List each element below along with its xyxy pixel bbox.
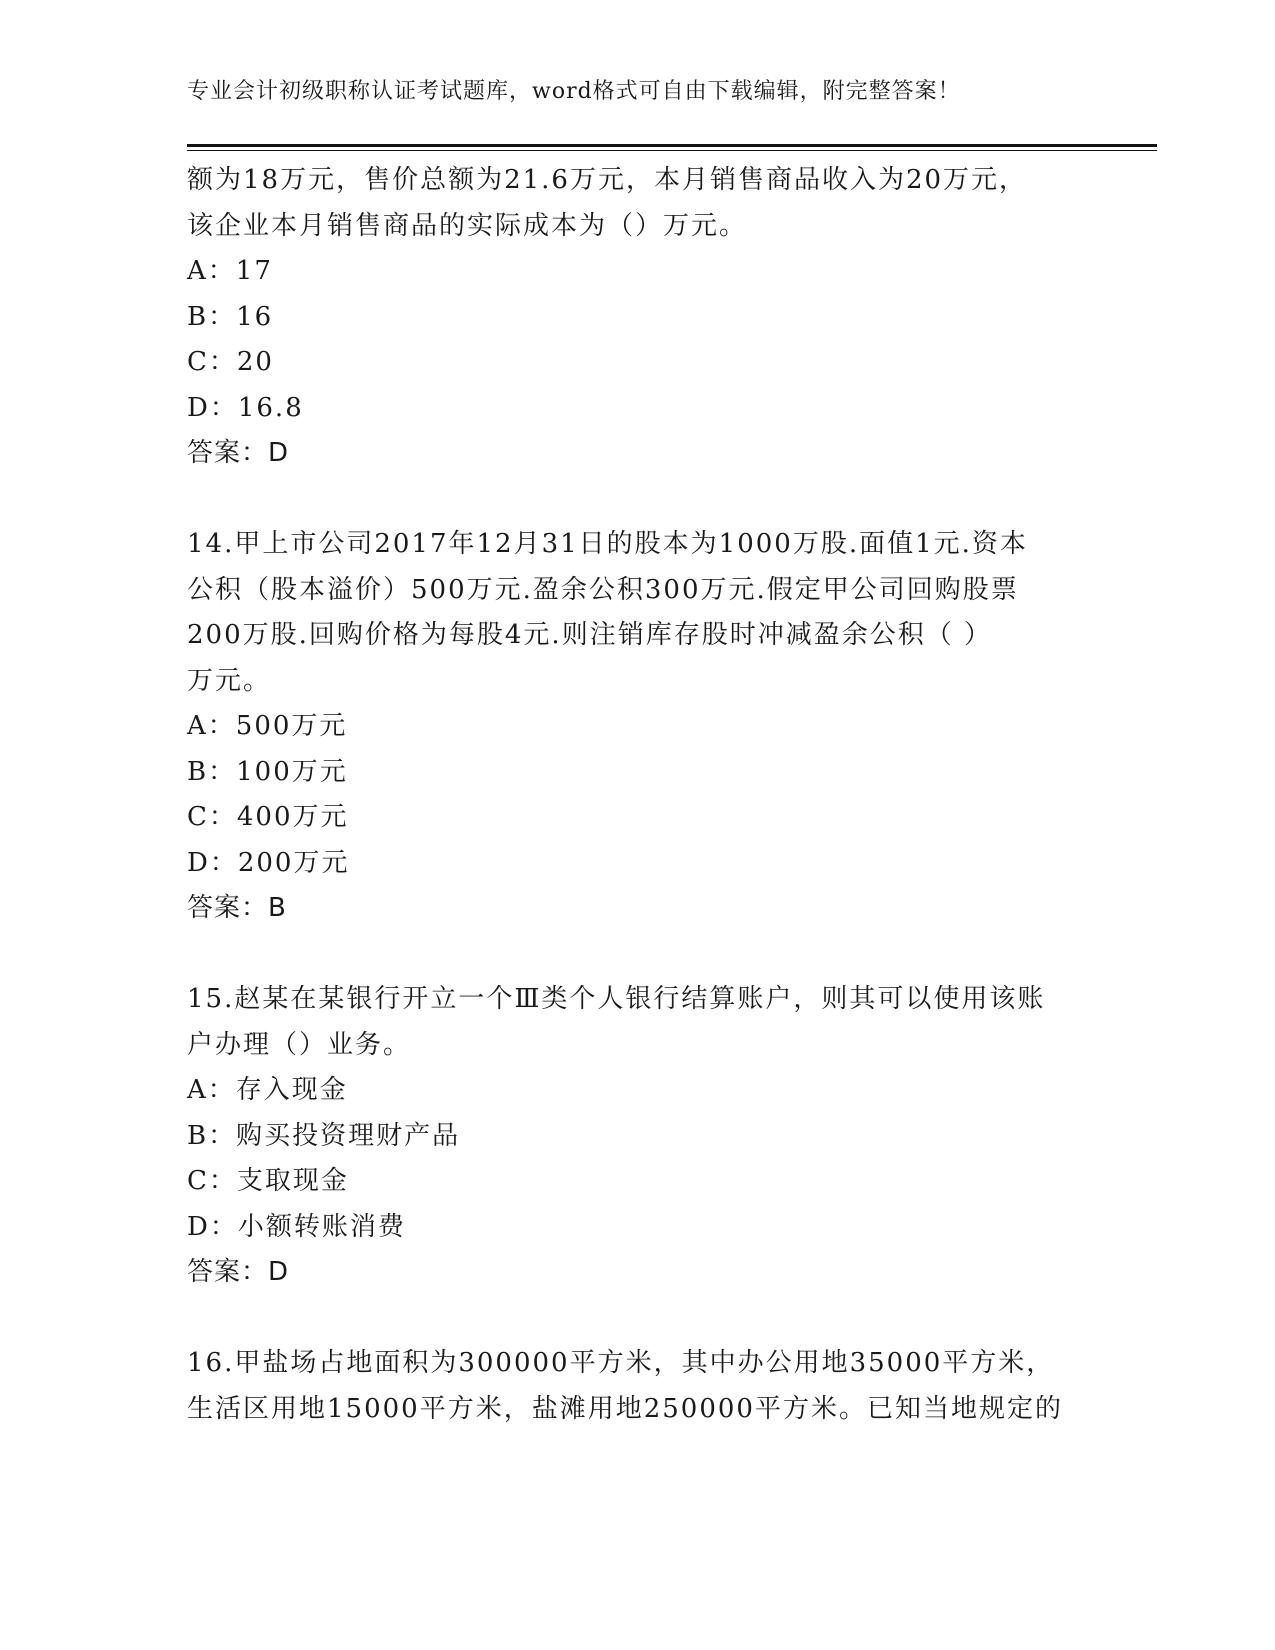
question-text-line: 15.赵某在某银行开立一个Ⅲ类个人银行结算账户，则其可以使用该账 — [187, 984, 1046, 1014]
question-15 — [187, 977, 1087, 1296]
option-c: C：支取现金 — [187, 1166, 349, 1196]
header-rule-thick — [187, 144, 1157, 147]
question-text-line: 额为18万元，售价总额为21.6万元，本月销售商品收入为20万元， — [187, 165, 1028, 195]
header-rule-thin — [187, 150, 1157, 151]
spacer — [187, 477, 1087, 523]
question-text-line: 生活区用地15000平方米，盐滩用地250000平方米。已知当地规定的 — [187, 1393, 1063, 1424]
question-text-line: 万元。 — [187, 665, 272, 696]
question-text-line: 14.甲上市公司2017年12月31日的股本为1000万股.面值1元.资本 — [187, 529, 1028, 559]
question-text-line: 16.甲盐场占地面积为300000平方米，其中办公用地35000平方米， — [187, 1348, 1055, 1378]
questions-content — [187, 158, 1087, 1432]
question-13 — [187, 158, 1087, 477]
question-text-line: 户办理（）业务。 — [187, 1029, 412, 1060]
option-b: B：购买投资理财产品 — [187, 1120, 461, 1151]
answer: 答案：B — [187, 893, 287, 923]
option-d: D：200万元 — [187, 847, 350, 878]
option-c: C：400万元 — [187, 802, 349, 832]
option-d: D：小额转账消费 — [187, 1211, 406, 1242]
answer: 答案：D — [187, 438, 290, 468]
option-b: B：16 — [187, 301, 274, 332]
option-b: B：100万元 — [187, 756, 348, 787]
option-a: A：500万元 — [187, 711, 348, 741]
question-text-line: 该企业本月销售商品的实际成本为（）万元。 — [187, 210, 748, 241]
spacer — [187, 932, 1087, 978]
option-d: D：16.8 — [187, 392, 304, 423]
answer: 答案：D — [187, 1257, 290, 1287]
question-14 — [187, 522, 1087, 932]
option-a: A：存入现金 — [187, 1075, 348, 1105]
page-header: 专业会计初级职称认证考试题库，word格式可自由下载编辑，附完整答案！ — [187, 79, 961, 104]
option-c: C：20 — [187, 347, 274, 377]
spacer — [187, 1296, 1087, 1342]
question-text-line: 公积（股本溢价）500万元.盈余公积300万元.假定甲公司回购股票 — [187, 574, 1019, 605]
option-a: A：17 — [187, 256, 273, 286]
question-text-line: 200万股.回购价格为每股4元.则注销库存股时冲减盈余公积（ ） — [187, 620, 992, 650]
question-16 — [187, 1341, 1087, 1432]
